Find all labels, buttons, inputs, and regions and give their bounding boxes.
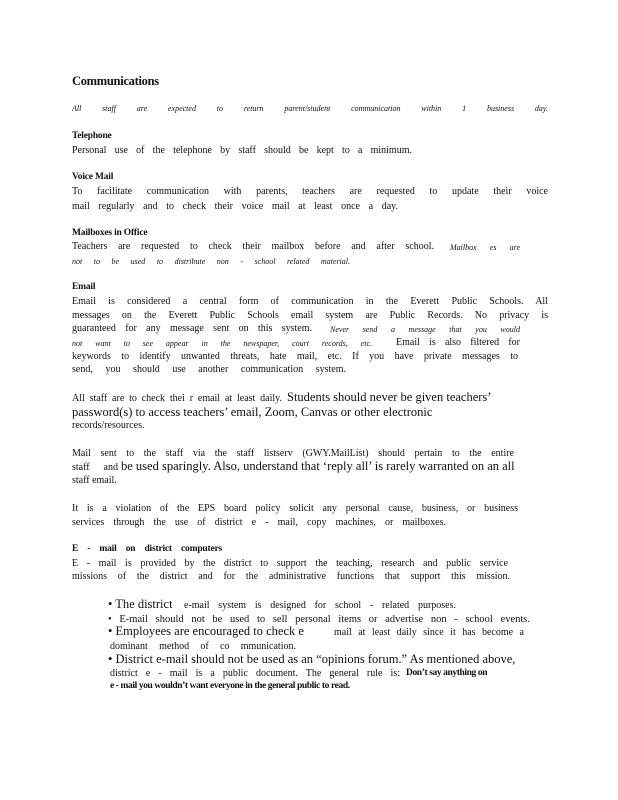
- email-text-1: [72, 296, 548, 308]
- daily-line-1: All staff are to check thei r email at least daily.: [72, 393, 282, 404]
- mailboxes-heading: Mailboxes in Office: [72, 228, 148, 238]
- violation-text-2: [72, 517, 446, 529]
- violation-text-1: [72, 503, 518, 515]
- district-line-2: missions of the district and for the administrative functions that support this mission.: [72, 571, 510, 582]
- email-line-2: messages on the Everett Public Schools email system are Public Records. No privacy is: [72, 310, 548, 321]
- email-line-3: guaranteed for any message sent on this system.: [72, 323, 312, 334]
- email-text-2: [72, 310, 548, 322]
- mailboxes-line-1: Teachers are requested to check their mailbox before and after school.: [72, 241, 434, 252]
- email-text-3: [72, 323, 312, 335]
- email-text-3-italic: [330, 324, 520, 336]
- intro-line: All staff are expected to return parent/student communication within 1 business day.: [72, 104, 548, 113]
- voicemail-heading: Voice Mail: [72, 172, 114, 182]
- listserv-text-2-big: be used sparingly. Also, understand that ‘reply all’ is rarely warranted on an all: [121, 459, 515, 473]
- violation-line-2: services through the use of district e - mail, copy machines, or mailboxes.: [72, 517, 446, 528]
- email-line-1: Email is considered a central form of communication in the Everett Public Schools. All: [72, 296, 548, 307]
- mailboxes-text-2: [72, 256, 350, 268]
- bullet-4-line-2: district e - mail is a public document. The general rule is:: [110, 668, 400, 679]
- email-line-3-italic: Never send a message that you would: [330, 325, 520, 334]
- intro-text: [72, 103, 548, 115]
- bullet-4-bold-2: Don’t say anything on: [406, 668, 488, 678]
- bullet-1-line: e-mail system is designed for school - related purposes.: [184, 600, 456, 611]
- district-heading-text: E - mail on district computers: [72, 544, 222, 554]
- mailboxes-line-1-italic: Mailbox es are: [450, 243, 520, 252]
- email-text-4-italic: [72, 338, 372, 350]
- listserv-text-3: [72, 475, 548, 487]
- email-text-4: [396, 337, 520, 349]
- district-text-2: [72, 571, 510, 583]
- bullet-3-line-2: dominant method of co mmunication.: [110, 641, 296, 652]
- listserv-line-1: Mail sent to the staff via the staff listserv (GWY.MailList) should pertain to the entire: [72, 448, 514, 459]
- mailboxes-line-2: not to be used to distribute non - school related material.: [72, 257, 350, 266]
- telephone-text: [72, 145, 412, 157]
- bullet-3-big: • Employees are encouraged to check e: [108, 624, 304, 638]
- bullet-3-line: mail at least daily since it has become a: [334, 627, 524, 638]
- district-heading: [72, 544, 222, 554]
- bullet-1-big: • The district: [108, 597, 173, 611]
- telephone-line: Personal use of the telephone by staff should be kept to a minimum.: [72, 145, 412, 156]
- telephone-heading: Telephone: [72, 131, 112, 141]
- mailboxes-text-italic: [450, 242, 520, 254]
- voicemail-line-2: mail regularly and to check their voice mail at least once a day.: [72, 201, 398, 212]
- email-line-6: send, you should use another communication system.: [72, 364, 346, 375]
- email-text-5: [72, 351, 518, 363]
- bullet-4-bold-3: e - mail you wouldn’t want everyone in the general public to read.: [110, 681, 350, 691]
- district-line-1: E - mail is provided by the district to support the teaching, research and public service: [72, 558, 508, 569]
- listserv-text-2: [72, 462, 118, 474]
- district-text-1: [72, 558, 508, 570]
- bullet-4-big: • District e-mail should not be used as an “opinions forum.” As mentioned above,: [108, 652, 516, 666]
- voicemail-text: [72, 186, 548, 198]
- listserv-line-3: staff email.: [72, 475, 117, 486]
- email-line-4-italic: not want to see appear in the newspaper, court records, etc.: [72, 339, 372, 348]
- email-line-5: keywords to identify unwanted threats, hate mail, etc. If you have private messages to: [72, 351, 518, 362]
- voicemail-line-1: To facilitate communication with parents, teachers are requested to update their voice: [72, 186, 548, 197]
- bullet-1-text: [184, 600, 456, 612]
- bullet-4-text-2: [110, 668, 400, 680]
- voicemail-text-2: [72, 201, 398, 213]
- bullet-3-text: [334, 627, 524, 639]
- email-text-6: [72, 364, 346, 376]
- listserv-line-2: staff and: [72, 462, 118, 473]
- email-heading: Email: [72, 282, 96, 292]
- daily-text-3: [72, 420, 548, 432]
- violation-line-1: It is a violation of the EPS board policy solicit any personal cause, business, or business: [72, 503, 518, 514]
- daily-text-1-big: Students should never be given teachers’: [287, 390, 492, 404]
- page-title: Communications: [72, 74, 159, 88]
- bullet-2-line: • E-mail should not be used to sell personal items or advertise non - school events.: [108, 614, 530, 625]
- daily-text-1: [72, 393, 282, 405]
- mailboxes-text-main: [72, 241, 434, 253]
- email-line-4: Email is also filtered for: [396, 337, 520, 348]
- daily-line-3: records/resources.: [72, 420, 145, 431]
- daily-text-2: password(s) to access teachers’ email, Zoom, Canvas or other electronic: [72, 405, 433, 419]
